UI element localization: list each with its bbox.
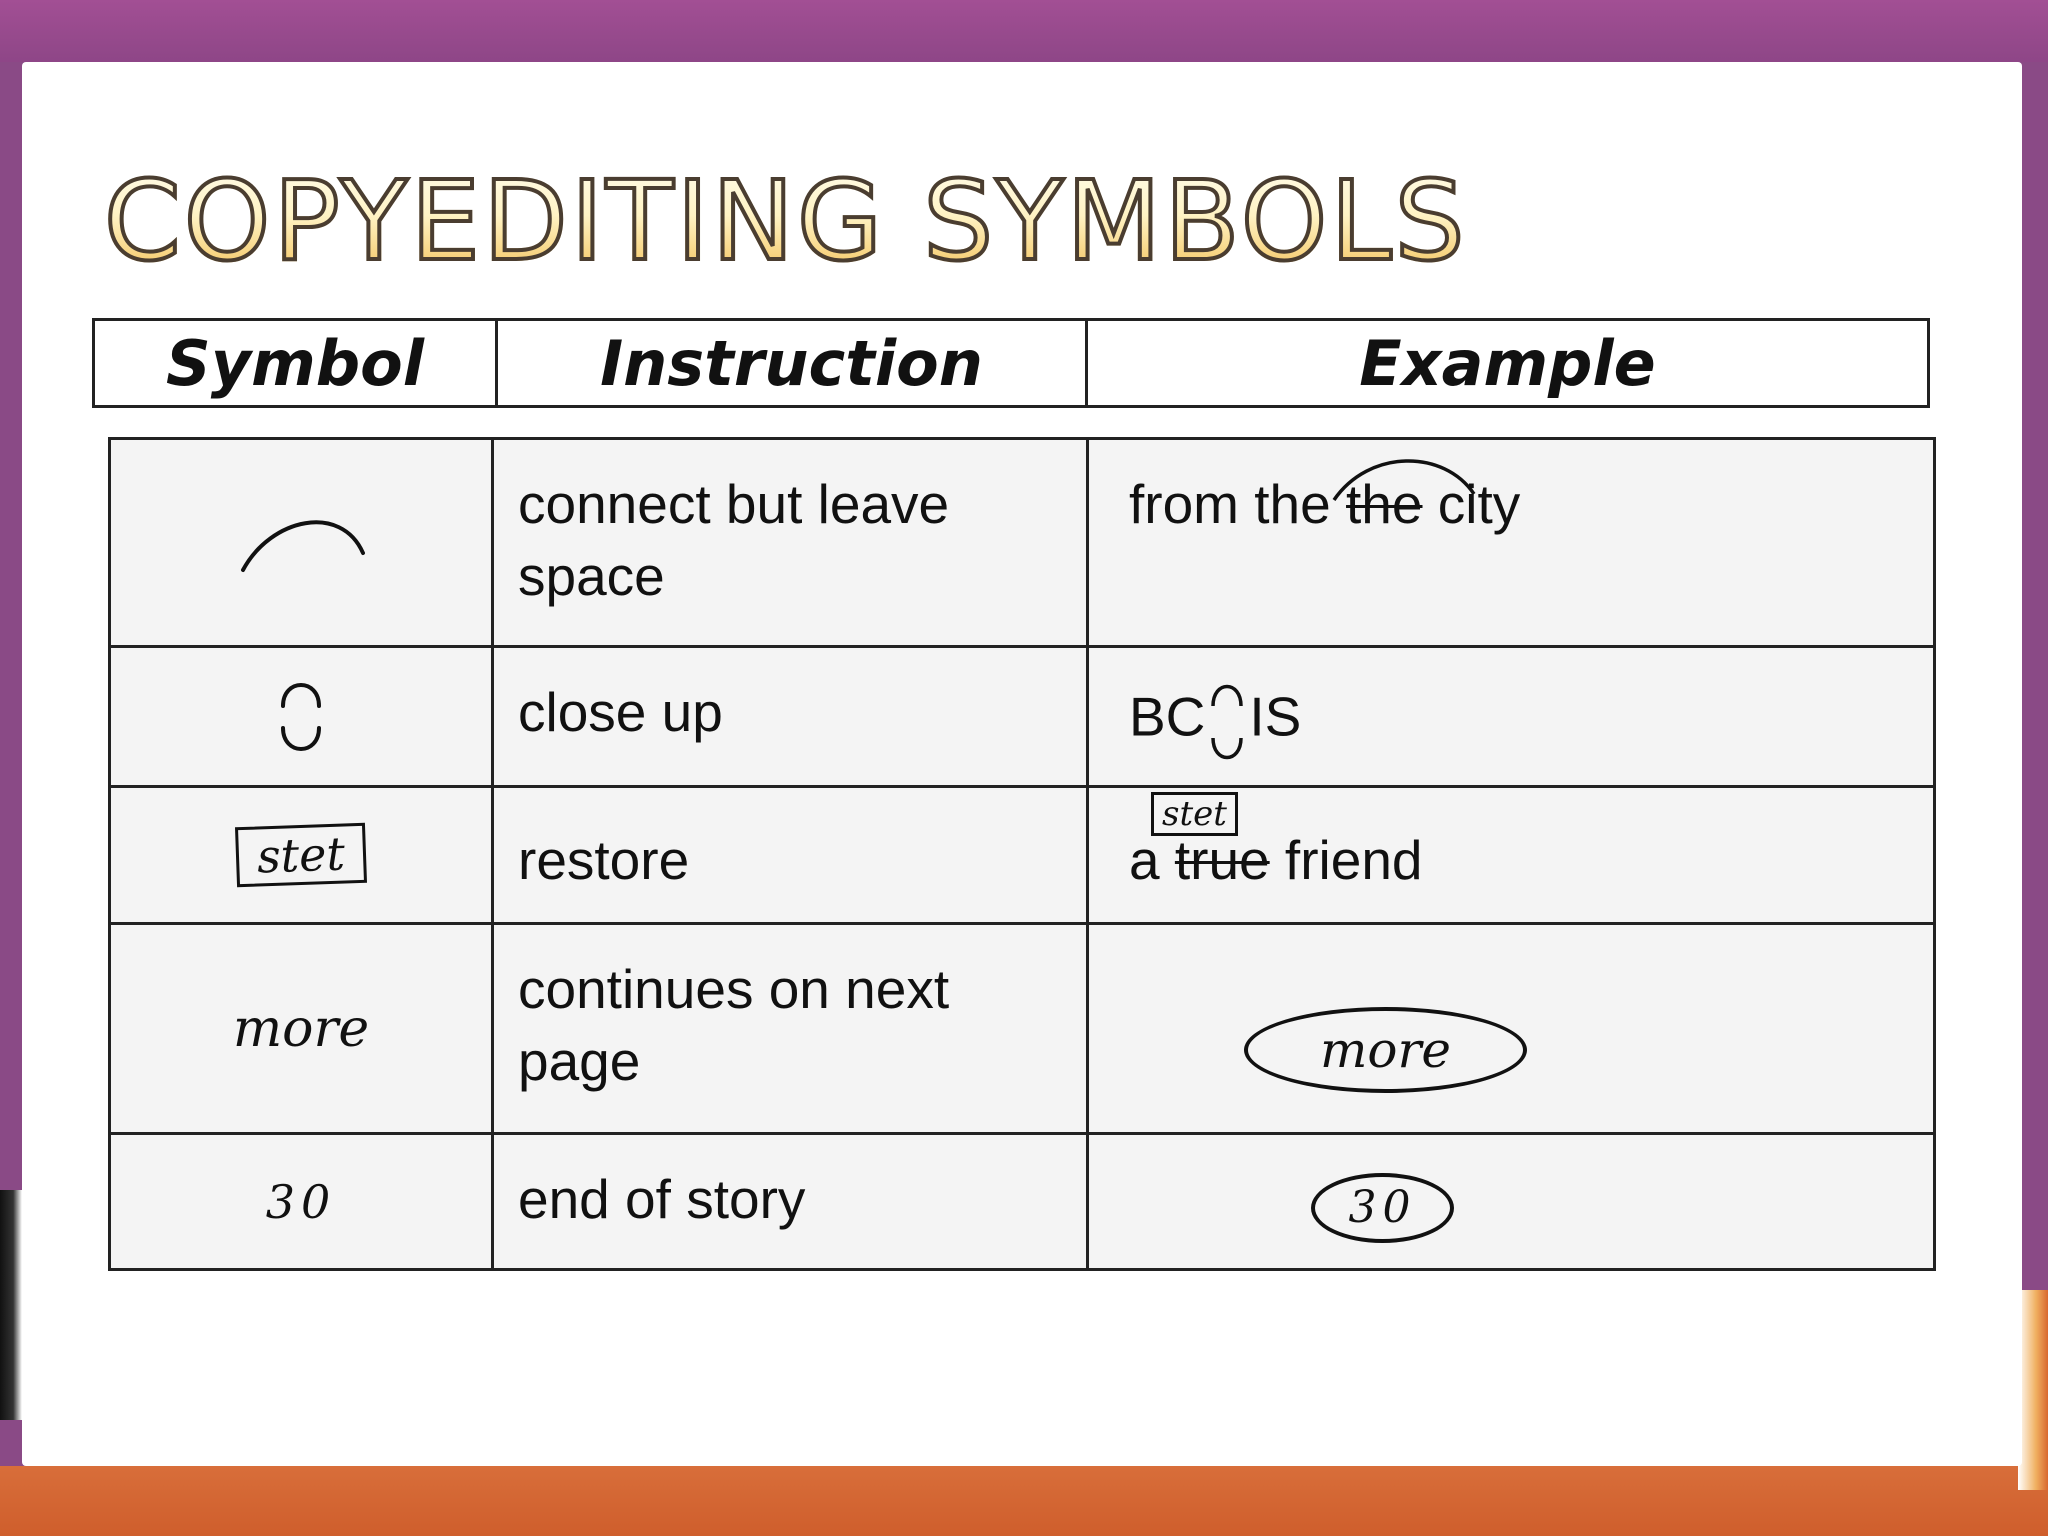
example-cell xyxy=(1086,788,1933,922)
close-up-symbol xyxy=(271,672,331,762)
table-row-connect xyxy=(111,440,1933,645)
symbol-cell xyxy=(111,788,491,922)
connect-arc-mark xyxy=(1329,454,1479,504)
thirty-circled-mark: 30 xyxy=(1311,1173,1454,1243)
symbols-table xyxy=(108,437,1936,1271)
symbol-cell xyxy=(111,1135,491,1268)
stet-symbol: stet xyxy=(235,823,367,887)
table-row-more xyxy=(111,922,1933,1132)
example-cell xyxy=(1086,1135,1933,1268)
instruction-text: continues on next xyxy=(518,958,950,1020)
example-text: city xyxy=(1422,473,1521,535)
instruction-text: close up xyxy=(518,681,723,743)
instruction-text: connect but leave xyxy=(518,473,950,535)
example-text: from the xyxy=(1129,473,1347,535)
instruction-text: space xyxy=(518,545,665,607)
symbol-cell xyxy=(111,648,491,785)
example-struck-text: true xyxy=(1174,829,1270,891)
stet-mark: stet xyxy=(1151,792,1238,836)
slide-title: COPYEDITING SYMBOLS xyxy=(104,157,1468,285)
instruction-text: page xyxy=(518,1030,641,1092)
thirty-symbol: 30 xyxy=(265,1174,337,1229)
instruction-cell xyxy=(491,648,1086,785)
example-struck-text: the xyxy=(1346,473,1423,535)
instruction-cell xyxy=(491,1135,1086,1268)
example-cell xyxy=(1086,648,1933,785)
example-text: IS xyxy=(1249,685,1302,748)
header-instruction: Instruction xyxy=(495,321,1085,405)
right-edge-decoration xyxy=(2018,1290,2048,1490)
bottom-decorative-band xyxy=(0,1466,2048,1536)
more-symbol: more xyxy=(232,998,370,1059)
example-text: friend xyxy=(1269,829,1423,891)
left-edge-decoration xyxy=(0,1190,22,1420)
table-row-end-of-story xyxy=(111,1132,1933,1268)
top-decorative-band xyxy=(0,0,2048,62)
example-text: a xyxy=(1129,829,1175,891)
example-text: BC xyxy=(1129,685,1206,748)
table-header xyxy=(92,318,1930,408)
instruction-cell xyxy=(491,925,1086,1132)
table-row-close-up xyxy=(111,645,1933,785)
symbol-cell xyxy=(111,925,491,1132)
instruction-text: restore xyxy=(518,829,690,891)
table-row-restore xyxy=(111,785,1933,922)
connect-arc-symbol xyxy=(231,508,371,578)
example-cell xyxy=(1086,440,1933,645)
header-example: Example xyxy=(1085,321,1927,405)
instruction-cell xyxy=(491,788,1086,922)
more-circled-mark: more xyxy=(1244,1007,1527,1093)
close-up-mark xyxy=(1207,676,1247,766)
symbol-cell xyxy=(111,440,491,645)
example-cell xyxy=(1086,925,1933,1132)
header-symbol: Symbol xyxy=(166,326,424,400)
instruction-text: end of story xyxy=(518,1168,806,1230)
instruction-cell xyxy=(491,440,1086,645)
